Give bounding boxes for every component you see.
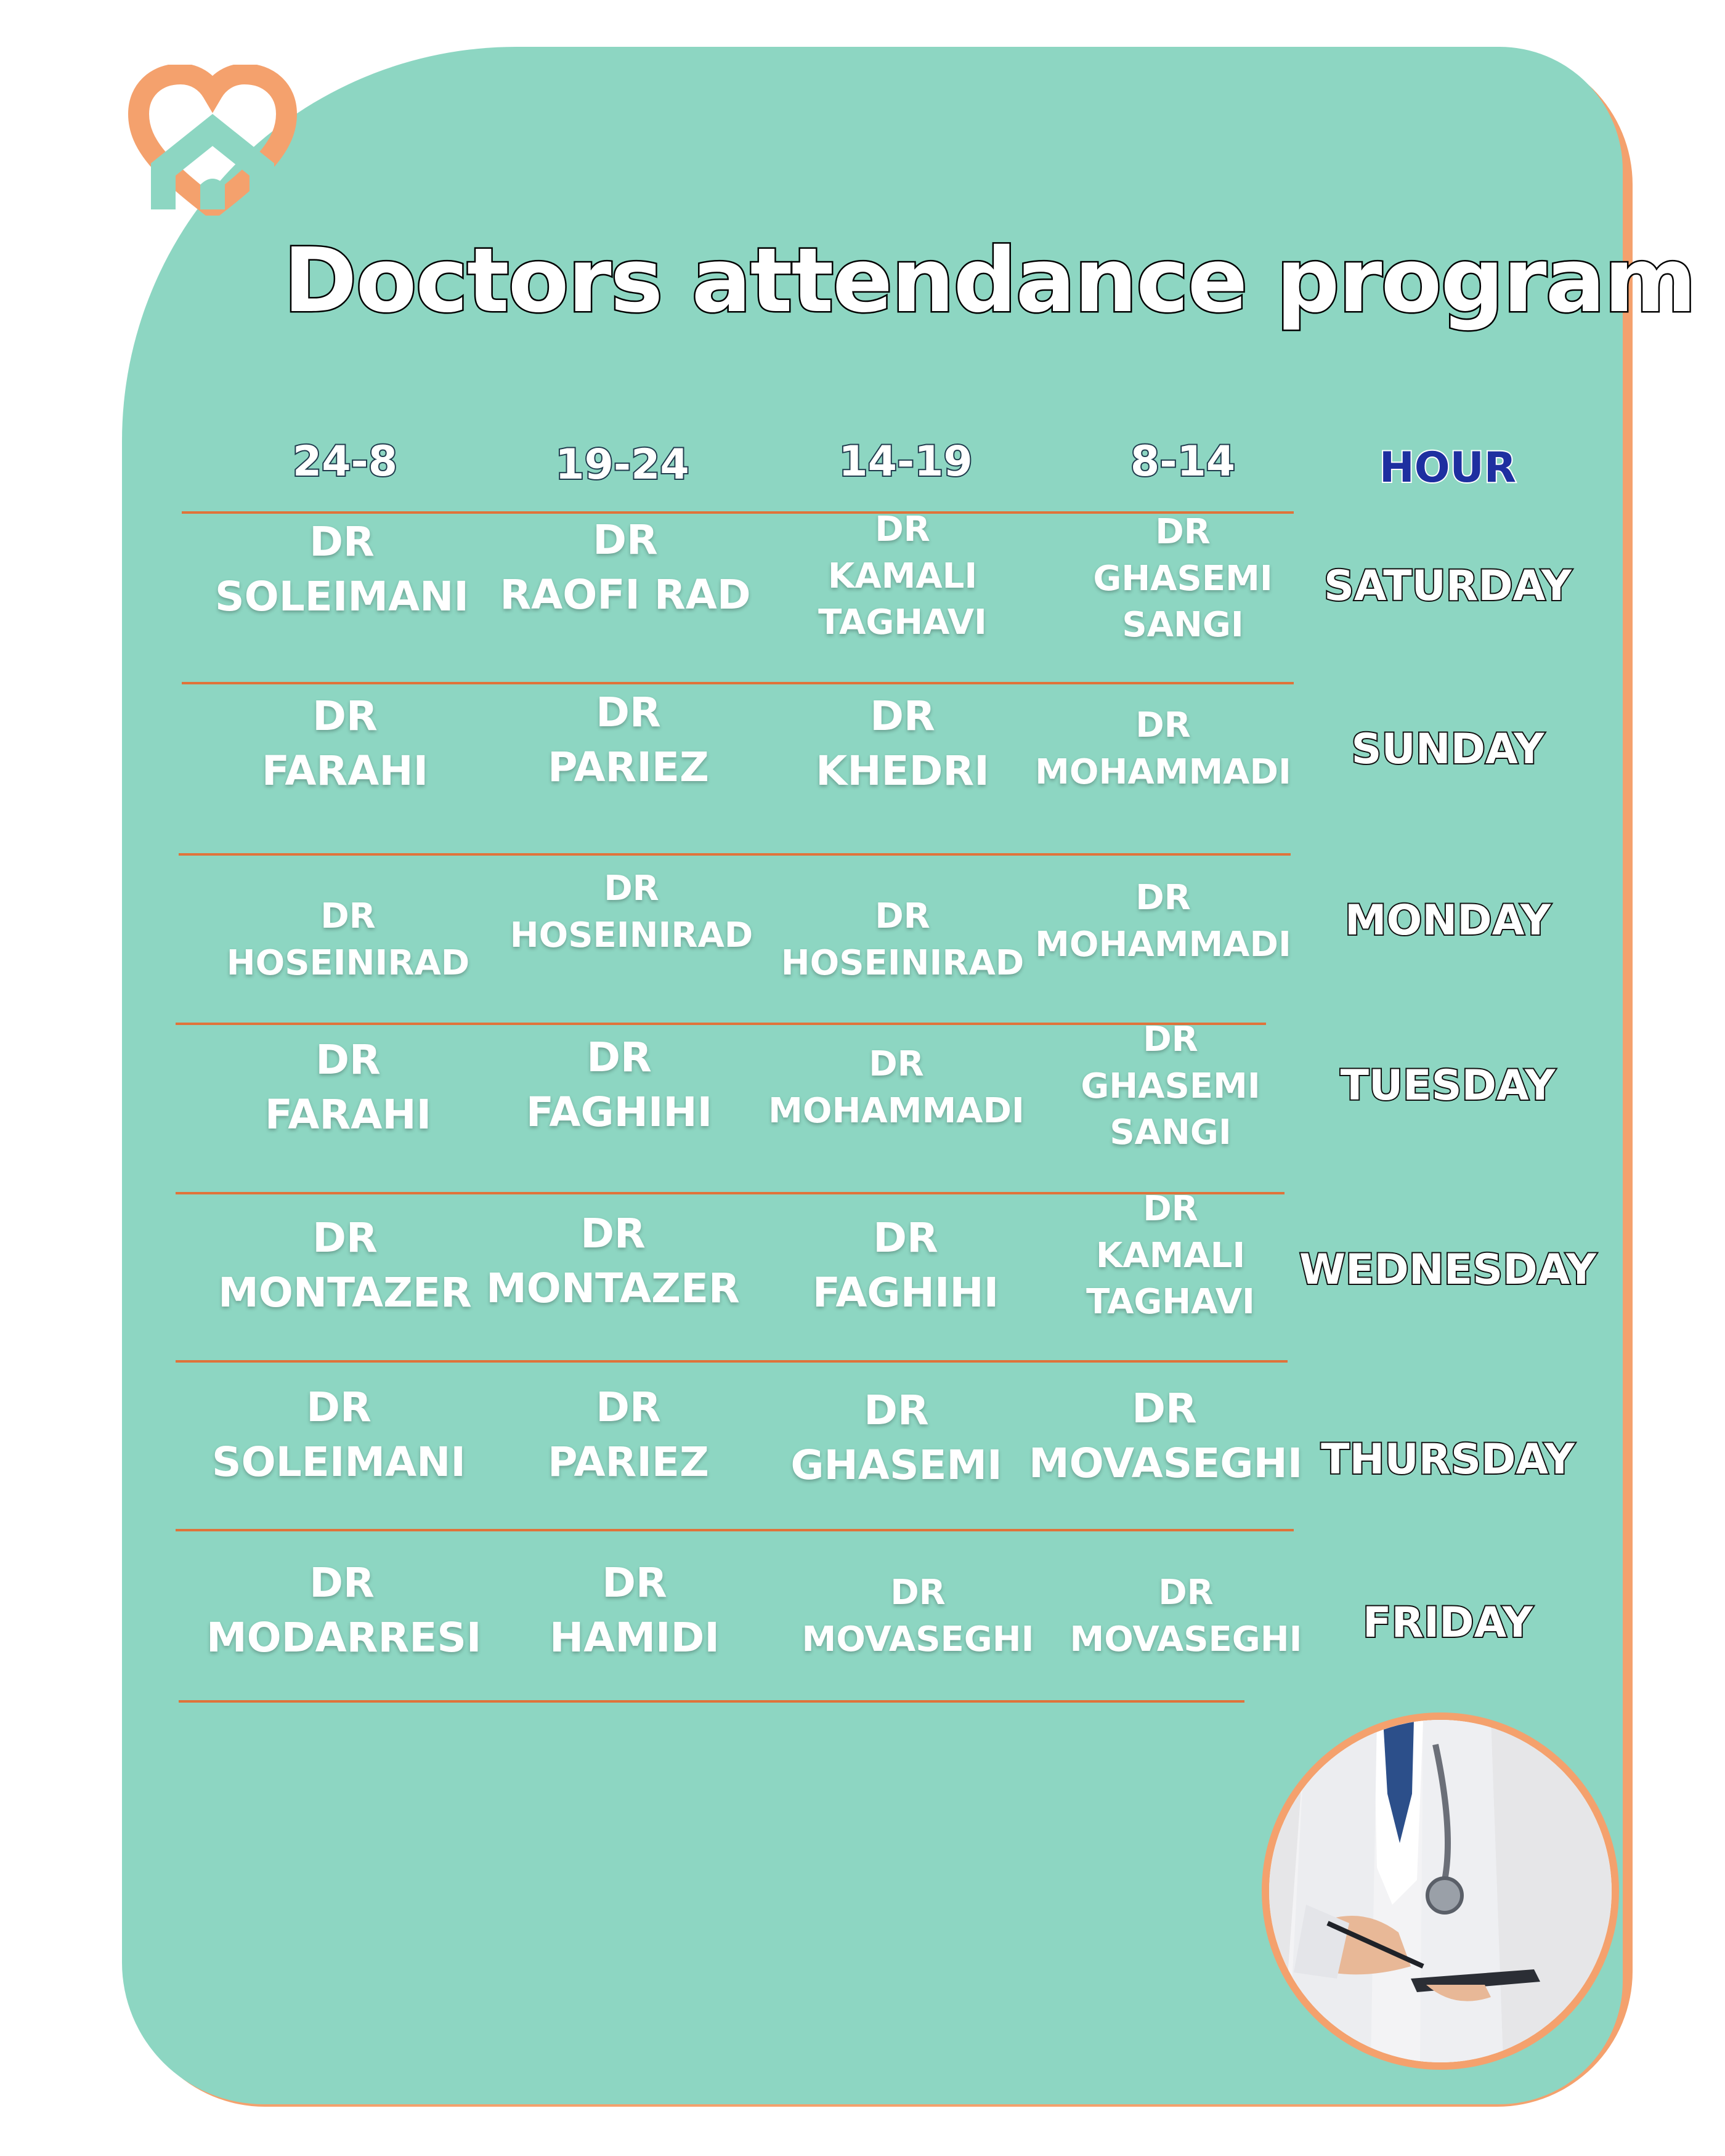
doctor-name: HOSEINIRAD: [781, 942, 1025, 983]
cell-prefix: DR: [1158, 1573, 1214, 1613]
schedule-cell: [490, 513, 761, 622]
schedule-cell: [477, 1206, 749, 1316]
cell-prefix: DR: [1135, 878, 1191, 918]
cell-prefix: DR: [312, 692, 378, 740]
schedule-cell: [213, 893, 484, 986]
cell-prefix: DR: [875, 509, 930, 549]
schedule-cell: [493, 1380, 764, 1489]
doctor-name: RAOFI RAD: [500, 571, 751, 619]
cell-prefix: DR: [870, 692, 935, 740]
schedule-cell: [767, 506, 1038, 646]
slot-header-19-24: 19-24: [555, 440, 689, 489]
doctor-name: GHASEMI: [790, 1441, 1002, 1489]
schedule-cell: [493, 685, 764, 795]
doctor-name: SOLEIMANI: [212, 1438, 466, 1486]
schedule-cell: [484, 1030, 755, 1140]
day-thursday: THURSDAY: [1321, 1435, 1575, 1484]
schedule-cell: [206, 514, 477, 624]
row-divider: [176, 1529, 1294, 1531]
cell-prefix: DR: [873, 1214, 938, 1262]
schedule-cell: [1035, 1186, 1306, 1326]
schedule-cell: [1028, 702, 1299, 795]
doctor-name: PARIEZ: [548, 1438, 709, 1486]
schedule-cell: [761, 1041, 1032, 1134]
schedule-cell: [203, 1380, 474, 1489]
slot-header-24-8: 24-8: [292, 437, 398, 486]
doctor-name: KAMALI TAGHAVI: [1086, 1235, 1255, 1323]
day-monday: MONDAY: [1344, 896, 1551, 945]
cell-prefix: DR: [586, 1034, 652, 1081]
cell-prefix: DR: [604, 869, 659, 909]
doctor-name: MOHAMMADI: [768, 1090, 1025, 1131]
doctor-name: FARAHI: [261, 747, 429, 795]
schedule-cell: [767, 893, 1038, 986]
doctor-photo: [1262, 1712, 1619, 2070]
cell-prefix: DR: [602, 1559, 667, 1607]
schedule-cell: [209, 1210, 481, 1320]
schedule-cell: [1028, 875, 1299, 968]
row-divider: [179, 853, 1291, 856]
hour-header: HOUR: [1379, 444, 1517, 492]
doctor-name: MOHAMMADI: [1035, 752, 1291, 792]
cell-prefix: DR: [320, 896, 376, 936]
cell-prefix: DR: [596, 1384, 661, 1431]
schedule-cell: [496, 865, 767, 958]
doctor-name: GHASEMI SANGI: [1081, 1066, 1260, 1153]
doctor-name: MOVASEGHI: [1029, 1440, 1303, 1488]
doctor-name: MOVASEGHI: [802, 1619, 1034, 1660]
doctor-name: FAGHIHI: [526, 1088, 713, 1137]
cell-prefix: DR: [306, 1384, 371, 1431]
schedule-cell: [782, 1570, 1053, 1663]
cell-prefix: DR: [869, 1044, 924, 1084]
schedule-cell: [209, 689, 481, 798]
row-divider: [179, 1700, 1244, 1703]
schedule-cell: [206, 1555, 482, 1665]
cell-prefix: DR: [309, 518, 375, 565]
doctor-name: HOSEINIRAD: [509, 915, 753, 955]
row-divider: [182, 682, 1294, 684]
home-heart-logo-icon: [126, 65, 299, 216]
cell-prefix: DR: [890, 1573, 946, 1613]
schedule-cell: [761, 1383, 1032, 1493]
schedule-cell: [1035, 1016, 1306, 1156]
cell-prefix: DR: [1143, 1189, 1198, 1229]
doctor-name: GHASEMI SANGI: [1093, 558, 1273, 646]
doctor-name: FARAHI: [264, 1091, 432, 1139]
doctor-name: MODARRESI: [206, 1614, 482, 1662]
doctor-illustration-icon: [1269, 1720, 1612, 2062]
schedule-cell: [767, 689, 1038, 798]
schedule-cell: [213, 1032, 484, 1142]
cell-prefix: DR: [1143, 1019, 1198, 1060]
cell-prefix: DR: [864, 1387, 929, 1434]
doctor-name: MOHAMMADI: [1035, 924, 1291, 965]
cell-prefix: DR: [593, 516, 658, 564]
cell-prefix: DR: [596, 689, 661, 736]
doctor-name: FAGHIHI: [812, 1269, 999, 1317]
schedule-cell: [770, 1210, 1041, 1320]
cell-prefix: DR: [875, 896, 930, 936]
doctor-name: MOVASEGHI: [1070, 1619, 1302, 1660]
doctor-name: MONTAZER: [218, 1269, 472, 1317]
day-wednesday: WEDNESDAY: [1299, 1246, 1597, 1294]
slot-header-14-19: 14-19: [838, 437, 973, 486]
schedule-cell: [1050, 1570, 1321, 1663]
cell-prefix: DR: [1135, 705, 1191, 745]
cell-prefix: DR: [1155, 512, 1211, 552]
doctor-name: SOLEIMANI: [215, 573, 469, 621]
day-sunday: SUNDAY: [1351, 725, 1544, 774]
day-saturday: SATURDAY: [1323, 562, 1572, 610]
row-divider: [176, 1360, 1288, 1363]
doctor-name: HOSEINIRAD: [226, 942, 470, 983]
cell-prefix: DR: [312, 1214, 378, 1262]
doctor-name: MONTAZER: [486, 1265, 740, 1313]
doctor-name: KHEDRI: [816, 747, 989, 795]
day-tuesday: TUESDAY: [1340, 1061, 1556, 1110]
schedule-cell: [1029, 1381, 1303, 1491]
schedule-cell: [1047, 509, 1318, 649]
day-friday: FRIDAY: [1363, 1599, 1533, 1647]
doctor-name: KAMALI TAGHAVI: [818, 556, 987, 643]
slot-header-8-14: 8-14: [1130, 437, 1236, 486]
schedule-cell: [499, 1555, 770, 1665]
doctor-name: PARIEZ: [548, 744, 709, 792]
doctor-name: HAMIDI: [550, 1614, 720, 1662]
cell-prefix: DR: [1132, 1385, 1197, 1432]
cell-prefix: DR: [315, 1036, 381, 1084]
cell-prefix: DR: [309, 1559, 375, 1607]
cell-prefix: DR: [580, 1210, 646, 1257]
page-title: Doctors attendance program: [283, 229, 1695, 332]
